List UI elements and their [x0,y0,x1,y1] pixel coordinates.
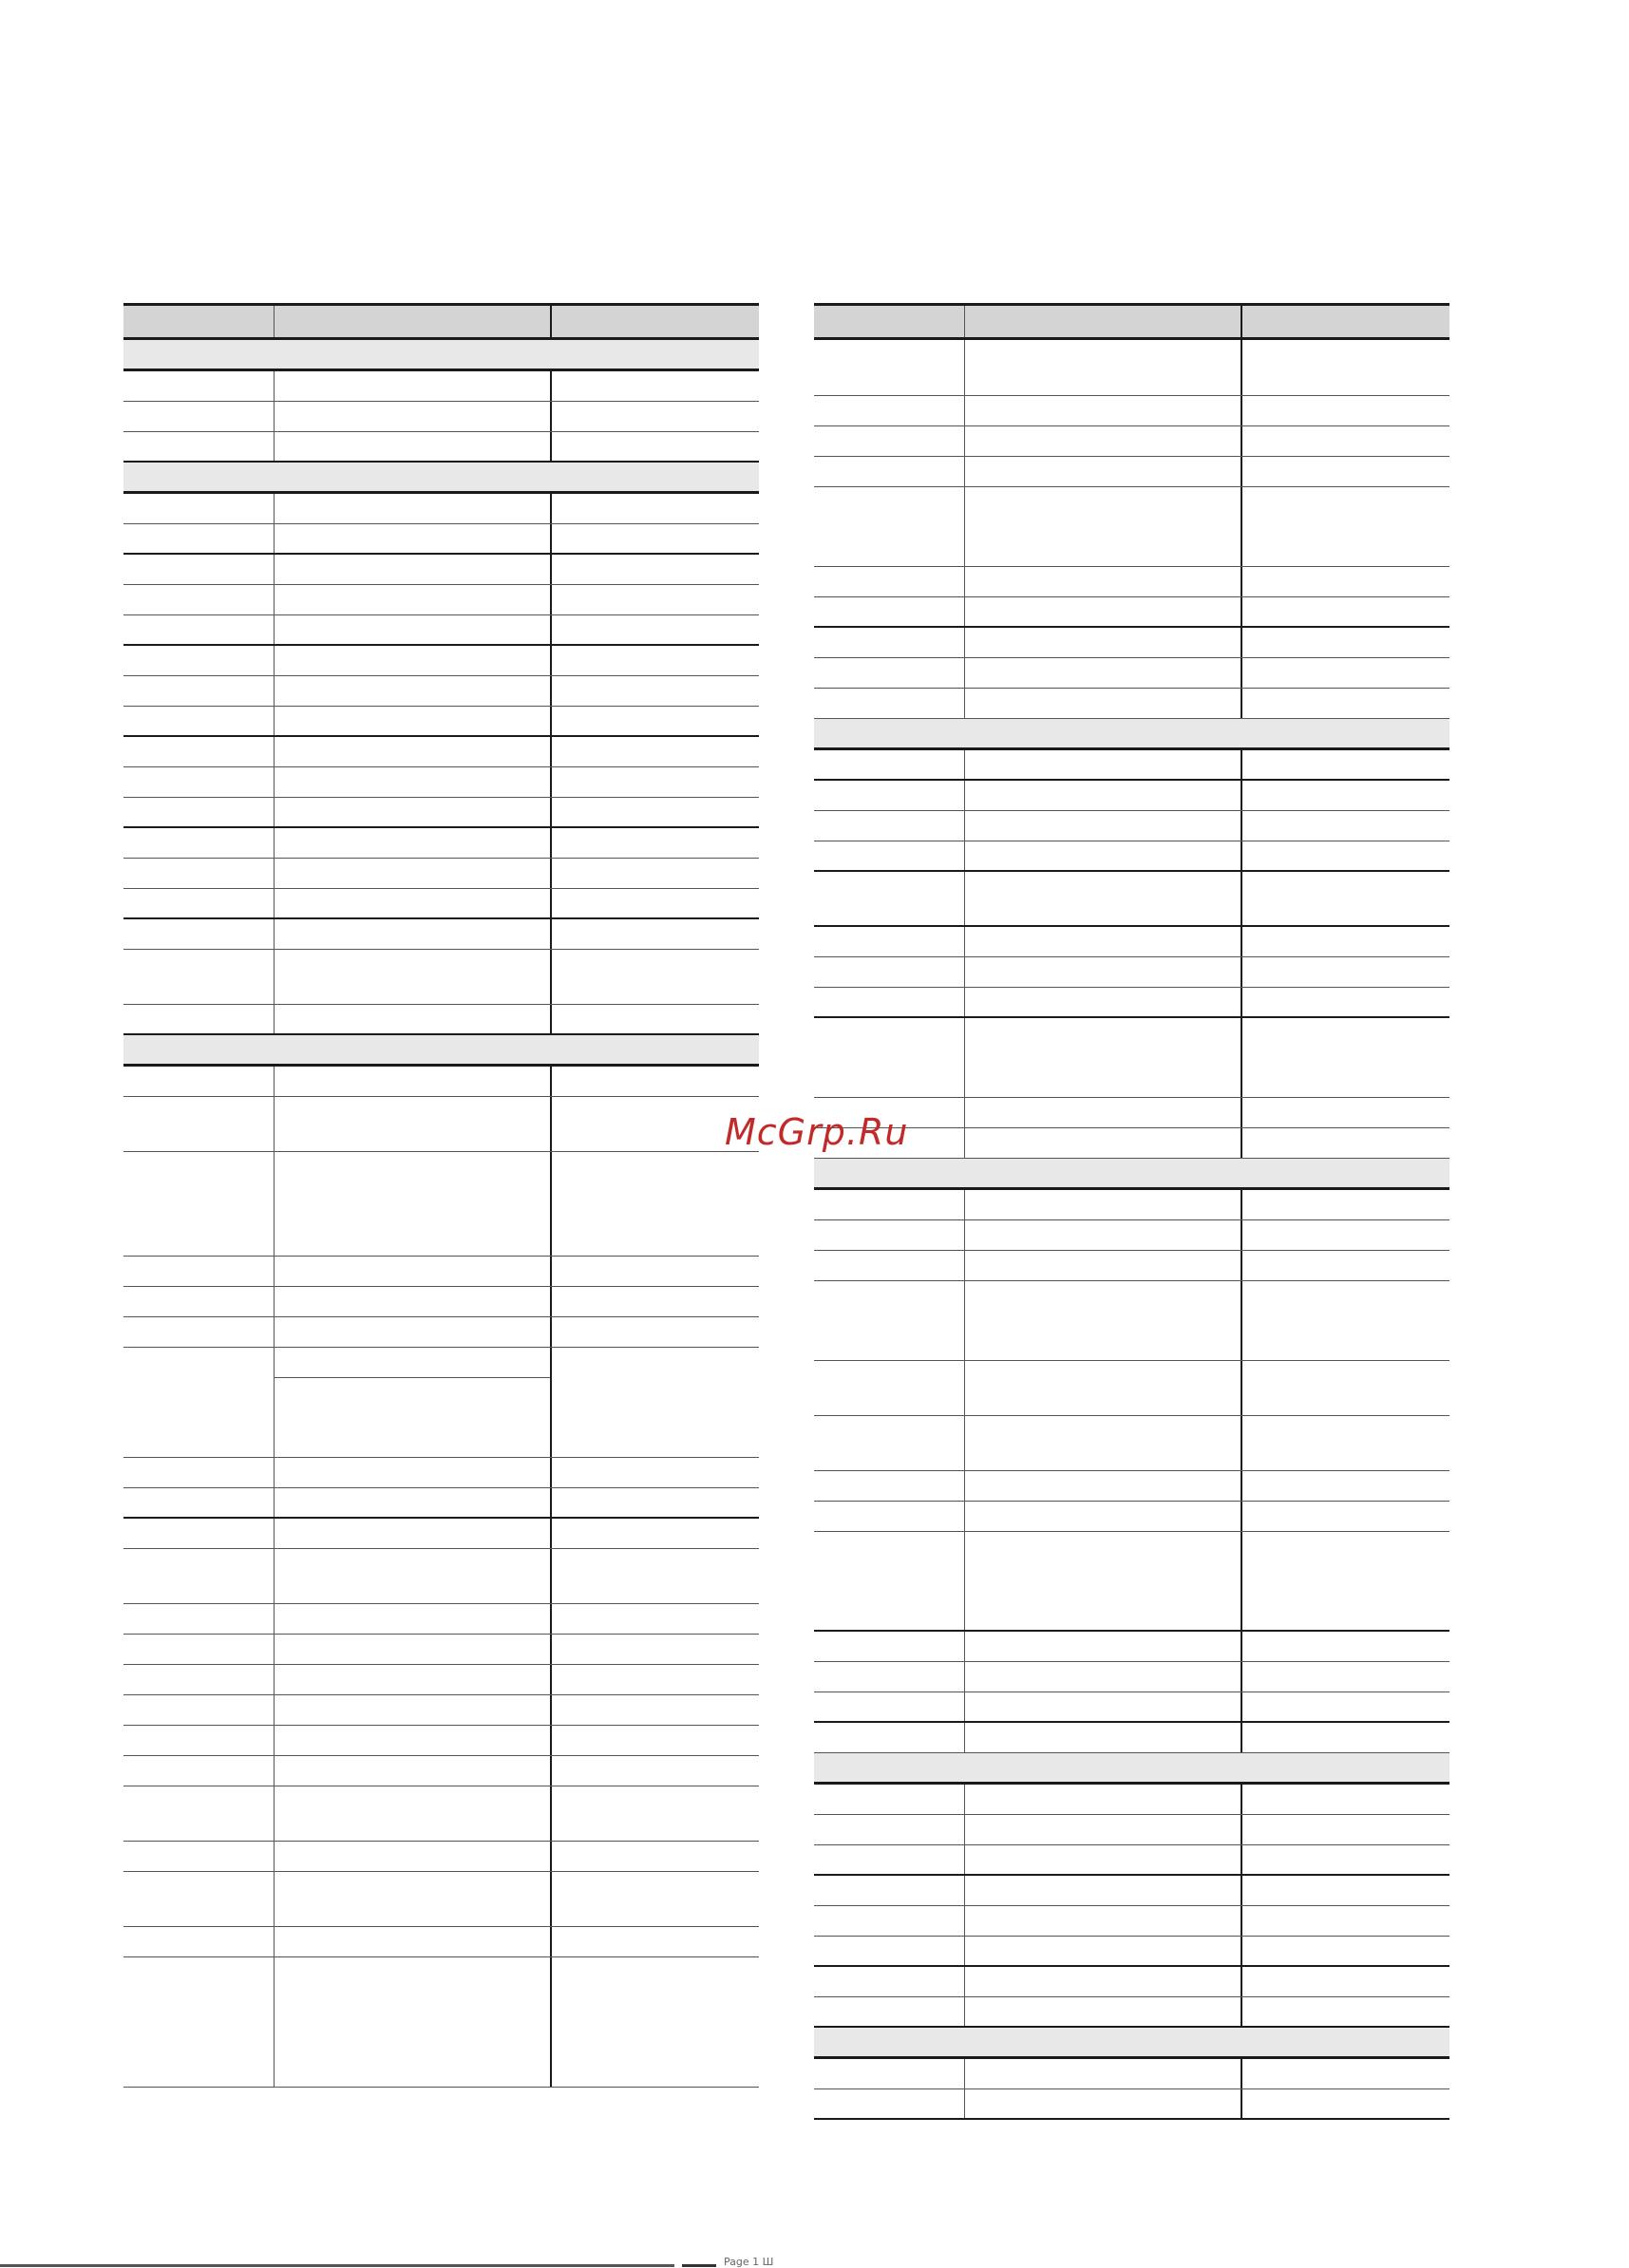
column-divider [1241,1967,1242,1996]
table-row [814,750,1449,781]
table-row [814,1251,1449,1281]
column-divider [550,1488,552,1517]
table-row [814,1128,1449,1159]
column-divider [964,957,965,987]
column-divider [550,524,552,553]
table-row [814,1937,1449,1967]
table-row [814,567,1449,597]
table-row [123,1317,759,1348]
table-row [123,1005,759,1035]
column-divider [964,689,965,718]
column-divider [274,494,275,523]
table-row [814,396,1449,426]
column-divider [550,828,552,858]
column-divider [550,1348,552,1457]
column-divider [550,1549,552,1603]
column-divider [550,432,552,461]
column-divider [274,798,275,826]
section-band [814,1159,1449,1190]
table-header-row [814,303,1449,340]
table-header-row [123,303,759,340]
column-divider [964,988,965,1016]
watermark-text: McGrp.Ru [725,1111,909,1153]
column-divider [1241,306,1242,337]
section-band [814,2028,1449,2059]
table-row [814,2089,1449,2120]
column-divider [274,1287,275,1316]
table-row [814,1906,1449,1937]
table-row [814,957,1449,988]
table-row [814,597,1449,628]
table-row [123,1604,759,1635]
column-divider [1241,1190,1242,1219]
column-divider [964,597,965,626]
table-row [814,1416,1449,1471]
column-divider [1241,567,1242,596]
table-row [123,432,759,463]
table-row [123,1957,759,2088]
column-divider [964,1018,965,1097]
table-row [123,371,759,402]
column-divider [1241,1098,1242,1127]
section-band [123,463,759,494]
column-divider [1241,457,1242,486]
column-divider [964,927,965,956]
table-row [814,658,1449,689]
column-divider [1241,1281,1242,1360]
column-divider [274,1348,275,1457]
column-divider [274,859,275,888]
column-divider [274,306,275,337]
table-row [123,737,759,767]
column-divider [550,1726,552,1755]
column-divider [964,1416,965,1470]
column-divider [550,1257,552,1286]
column-divider [550,737,552,766]
column-divider [550,371,552,401]
table-row [814,1692,1449,1723]
column-divider [1241,1532,1242,1630]
column-divider [964,872,965,925]
column-divider [1241,1997,1242,2026]
table-row [123,889,759,919]
column-divider [1241,1220,1242,1250]
table-row [123,402,759,432]
column-divider [1241,628,1242,657]
column-divider [274,950,275,1004]
column-divider [550,494,552,523]
column-divider [964,457,965,486]
column-divider [550,646,552,675]
column-divider [274,1957,275,2087]
column-divider [550,555,552,584]
table-row [814,487,1449,567]
table-row [123,1519,759,1549]
column-divider [964,487,965,566]
section-band [814,1753,1449,1785]
table-row [814,927,1449,957]
column-divider [1241,1251,1242,1280]
column-divider [1241,957,1242,987]
table-row [123,615,759,646]
column-divider [1241,487,1242,566]
column-divider [274,1488,275,1517]
column-divider [1241,1128,1242,1158]
column-divider [964,781,965,810]
column-divider [1241,340,1242,395]
column-divider [964,567,965,596]
column-divider [550,1927,552,1956]
column-divider [1241,1723,1242,1752]
column-divider [550,402,552,431]
column-divider [964,1662,965,1692]
column-divider [550,615,552,644]
column-divider [550,1005,552,1033]
table-row [814,628,1449,658]
column-divider [550,950,552,1004]
column-divider [964,396,965,425]
table-row [814,1967,1449,1997]
column-divider [274,1872,275,1926]
column-divider [274,524,275,553]
table-row [123,919,759,950]
table-row [123,1152,759,1257]
column-divider [274,919,275,949]
table-row [814,841,1449,872]
column-divider [274,828,275,858]
column-divider [1241,1906,1242,1936]
table-row [123,676,759,707]
table-row [123,585,759,615]
column-divider [1241,597,1242,626]
table-row [123,1665,759,1695]
table-row [814,1845,1449,1876]
column-divider [964,1251,965,1280]
column-divider [274,889,275,917]
column-divider [274,1635,275,1664]
column-divider [1241,1416,1242,1470]
column-divider [274,1458,275,1487]
column-divider [274,371,275,401]
footer-page-text: Page 1 Ш [724,2256,774,2268]
column-divider [964,750,965,779]
column-divider [964,1502,965,1531]
table-row [814,1502,1449,1532]
column-divider [964,1815,965,1844]
right-spec-table [814,303,1449,2120]
column-divider [550,1067,552,1096]
column-divider [964,811,965,841]
table-row [123,1257,759,1287]
section-band [814,719,1449,750]
column-divider [1241,1502,1242,1531]
column-divider [1241,988,1242,1016]
table-row [123,1549,759,1604]
table-row [123,1097,759,1152]
column-divider [964,1471,965,1501]
table-row [814,1532,1449,1632]
column-divider [274,1786,275,1841]
column-divider [550,889,552,917]
column-divider [550,798,552,826]
column-divider [1241,2089,1242,2118]
table-row [814,1632,1449,1662]
column-divider [964,1906,965,1936]
table-row [814,1281,1449,1361]
column-divider [274,402,275,431]
column-divider [274,1756,275,1786]
table-row [123,828,759,859]
column-divider [1241,396,1242,425]
column-divider [1241,781,1242,810]
column-divider [1241,689,1242,718]
column-divider [550,1872,552,1926]
column-divider [550,1635,552,1664]
column-divider [274,676,275,706]
column-divider [964,1128,965,1158]
column-divider [1241,872,1242,925]
table-row [814,1471,1449,1502]
table-row [123,1872,759,1927]
column-divider [274,1604,275,1634]
column-divider [550,1695,552,1725]
column-divider [964,1692,965,1721]
column-divider [964,1997,965,2026]
column-divider [274,1005,275,1033]
column-divider [274,1665,275,1694]
column-divider [1241,1815,1242,1844]
table-row [814,1997,1449,2028]
column-divider [964,1220,965,1250]
column-divider [274,1257,275,1286]
column-divider [1241,1018,1242,1097]
table-row [814,1190,1449,1220]
table-row [814,340,1449,396]
table-row [814,2059,1449,2089]
column-divider [964,1098,965,1127]
column-divider [1241,1845,1242,1874]
column-divider [964,1937,965,1965]
column-divider [1241,1361,1242,1415]
column-divider [964,1967,965,1996]
column-divider [964,841,965,870]
column-divider [964,306,965,337]
table-row [123,1726,759,1756]
column-divider [964,340,965,395]
table-row [123,1067,759,1097]
column-divider [274,1317,275,1347]
table-row [814,811,1449,841]
table-row [814,1815,1449,1845]
column-divider [550,859,552,888]
column-divider [274,646,275,675]
table-row [814,1018,1449,1098]
column-divider [550,707,552,735]
column-divider [1241,1662,1242,1692]
column-divider [274,1519,275,1548]
table-row [123,950,759,1005]
column-divider [550,676,552,706]
table-row [123,1287,759,1317]
column-divider [274,615,275,644]
table-row [123,524,759,555]
column-divider [1241,426,1242,456]
table-row [123,1927,759,1957]
cell-split-line [274,1377,550,1378]
table-row [814,457,1449,487]
table-row [123,1695,759,1726]
column-divider [1241,1785,1242,1814]
column-divider [550,1458,552,1487]
column-divider [274,585,275,614]
table-row [123,494,759,524]
table-row [814,426,1449,457]
table-row [123,798,759,828]
table-row [123,859,759,889]
table-row [814,1098,1449,1128]
column-divider [550,1786,552,1841]
table-row [123,1348,759,1458]
table-row [814,1361,1449,1416]
column-divider [1241,927,1242,956]
section-band [123,1035,759,1067]
column-divider [964,2059,965,2088]
column-divider [274,555,275,584]
column-divider [550,767,552,797]
column-divider [274,1726,275,1755]
table-row [123,1756,759,1786]
column-divider [1241,2059,1242,2088]
column-divider [1241,1876,1242,1905]
column-divider [274,1927,275,1956]
column-divider [550,1957,552,2087]
table-row [123,1786,759,1842]
table-row [814,689,1449,719]
column-divider [550,1287,552,1316]
table-row [123,707,759,737]
column-divider [550,1604,552,1634]
column-divider [550,1665,552,1694]
table-row [123,1842,759,1872]
column-divider [274,1695,275,1725]
column-divider [274,1152,275,1256]
column-divider [550,1756,552,1786]
column-divider [274,1067,275,1096]
column-divider [964,658,965,688]
column-divider [1241,811,1242,841]
column-divider [964,1785,965,1814]
column-divider [550,1317,552,1347]
table-row [123,1458,759,1488]
table-row [123,1635,759,1665]
column-divider [964,628,965,657]
table-row [123,767,759,798]
table-row [814,1876,1449,1906]
table-row [814,1662,1449,1692]
table-row [814,872,1449,927]
column-divider [550,585,552,614]
column-divider [274,1549,275,1603]
column-divider [964,1632,965,1661]
column-divider [550,1519,552,1548]
table-row [123,1488,759,1519]
column-divider [274,1842,275,1871]
column-divider [550,1097,552,1151]
column-divider [964,1845,965,1874]
table-row [814,781,1449,811]
section-band [123,340,759,371]
column-divider [964,1876,965,1905]
column-divider [964,1361,965,1415]
column-divider [1241,841,1242,870]
column-divider [964,1281,965,1360]
column-divider [550,919,552,949]
column-divider [1241,1471,1242,1501]
column-divider [1241,1692,1242,1721]
table-row [814,1220,1449,1251]
column-divider [274,1097,275,1151]
table-row [814,1723,1449,1753]
column-divider [1241,1937,1242,1965]
column-divider [550,1152,552,1256]
column-divider [964,1190,965,1219]
column-divider [964,426,965,456]
table-row [814,1785,1449,1815]
table-row [814,988,1449,1018]
table-row [123,555,759,585]
column-divider [1241,658,1242,688]
column-divider [274,737,275,766]
column-divider [1241,1632,1242,1661]
column-divider [964,2089,965,2118]
table-row [123,646,759,676]
column-divider [274,432,275,461]
column-divider [550,306,552,337]
column-divider [964,1532,965,1630]
column-divider [274,767,275,797]
column-divider [964,1723,965,1752]
column-divider [1241,750,1242,779]
column-divider [550,1842,552,1871]
column-divider [274,707,275,735]
left-spec-table [123,303,759,2088]
